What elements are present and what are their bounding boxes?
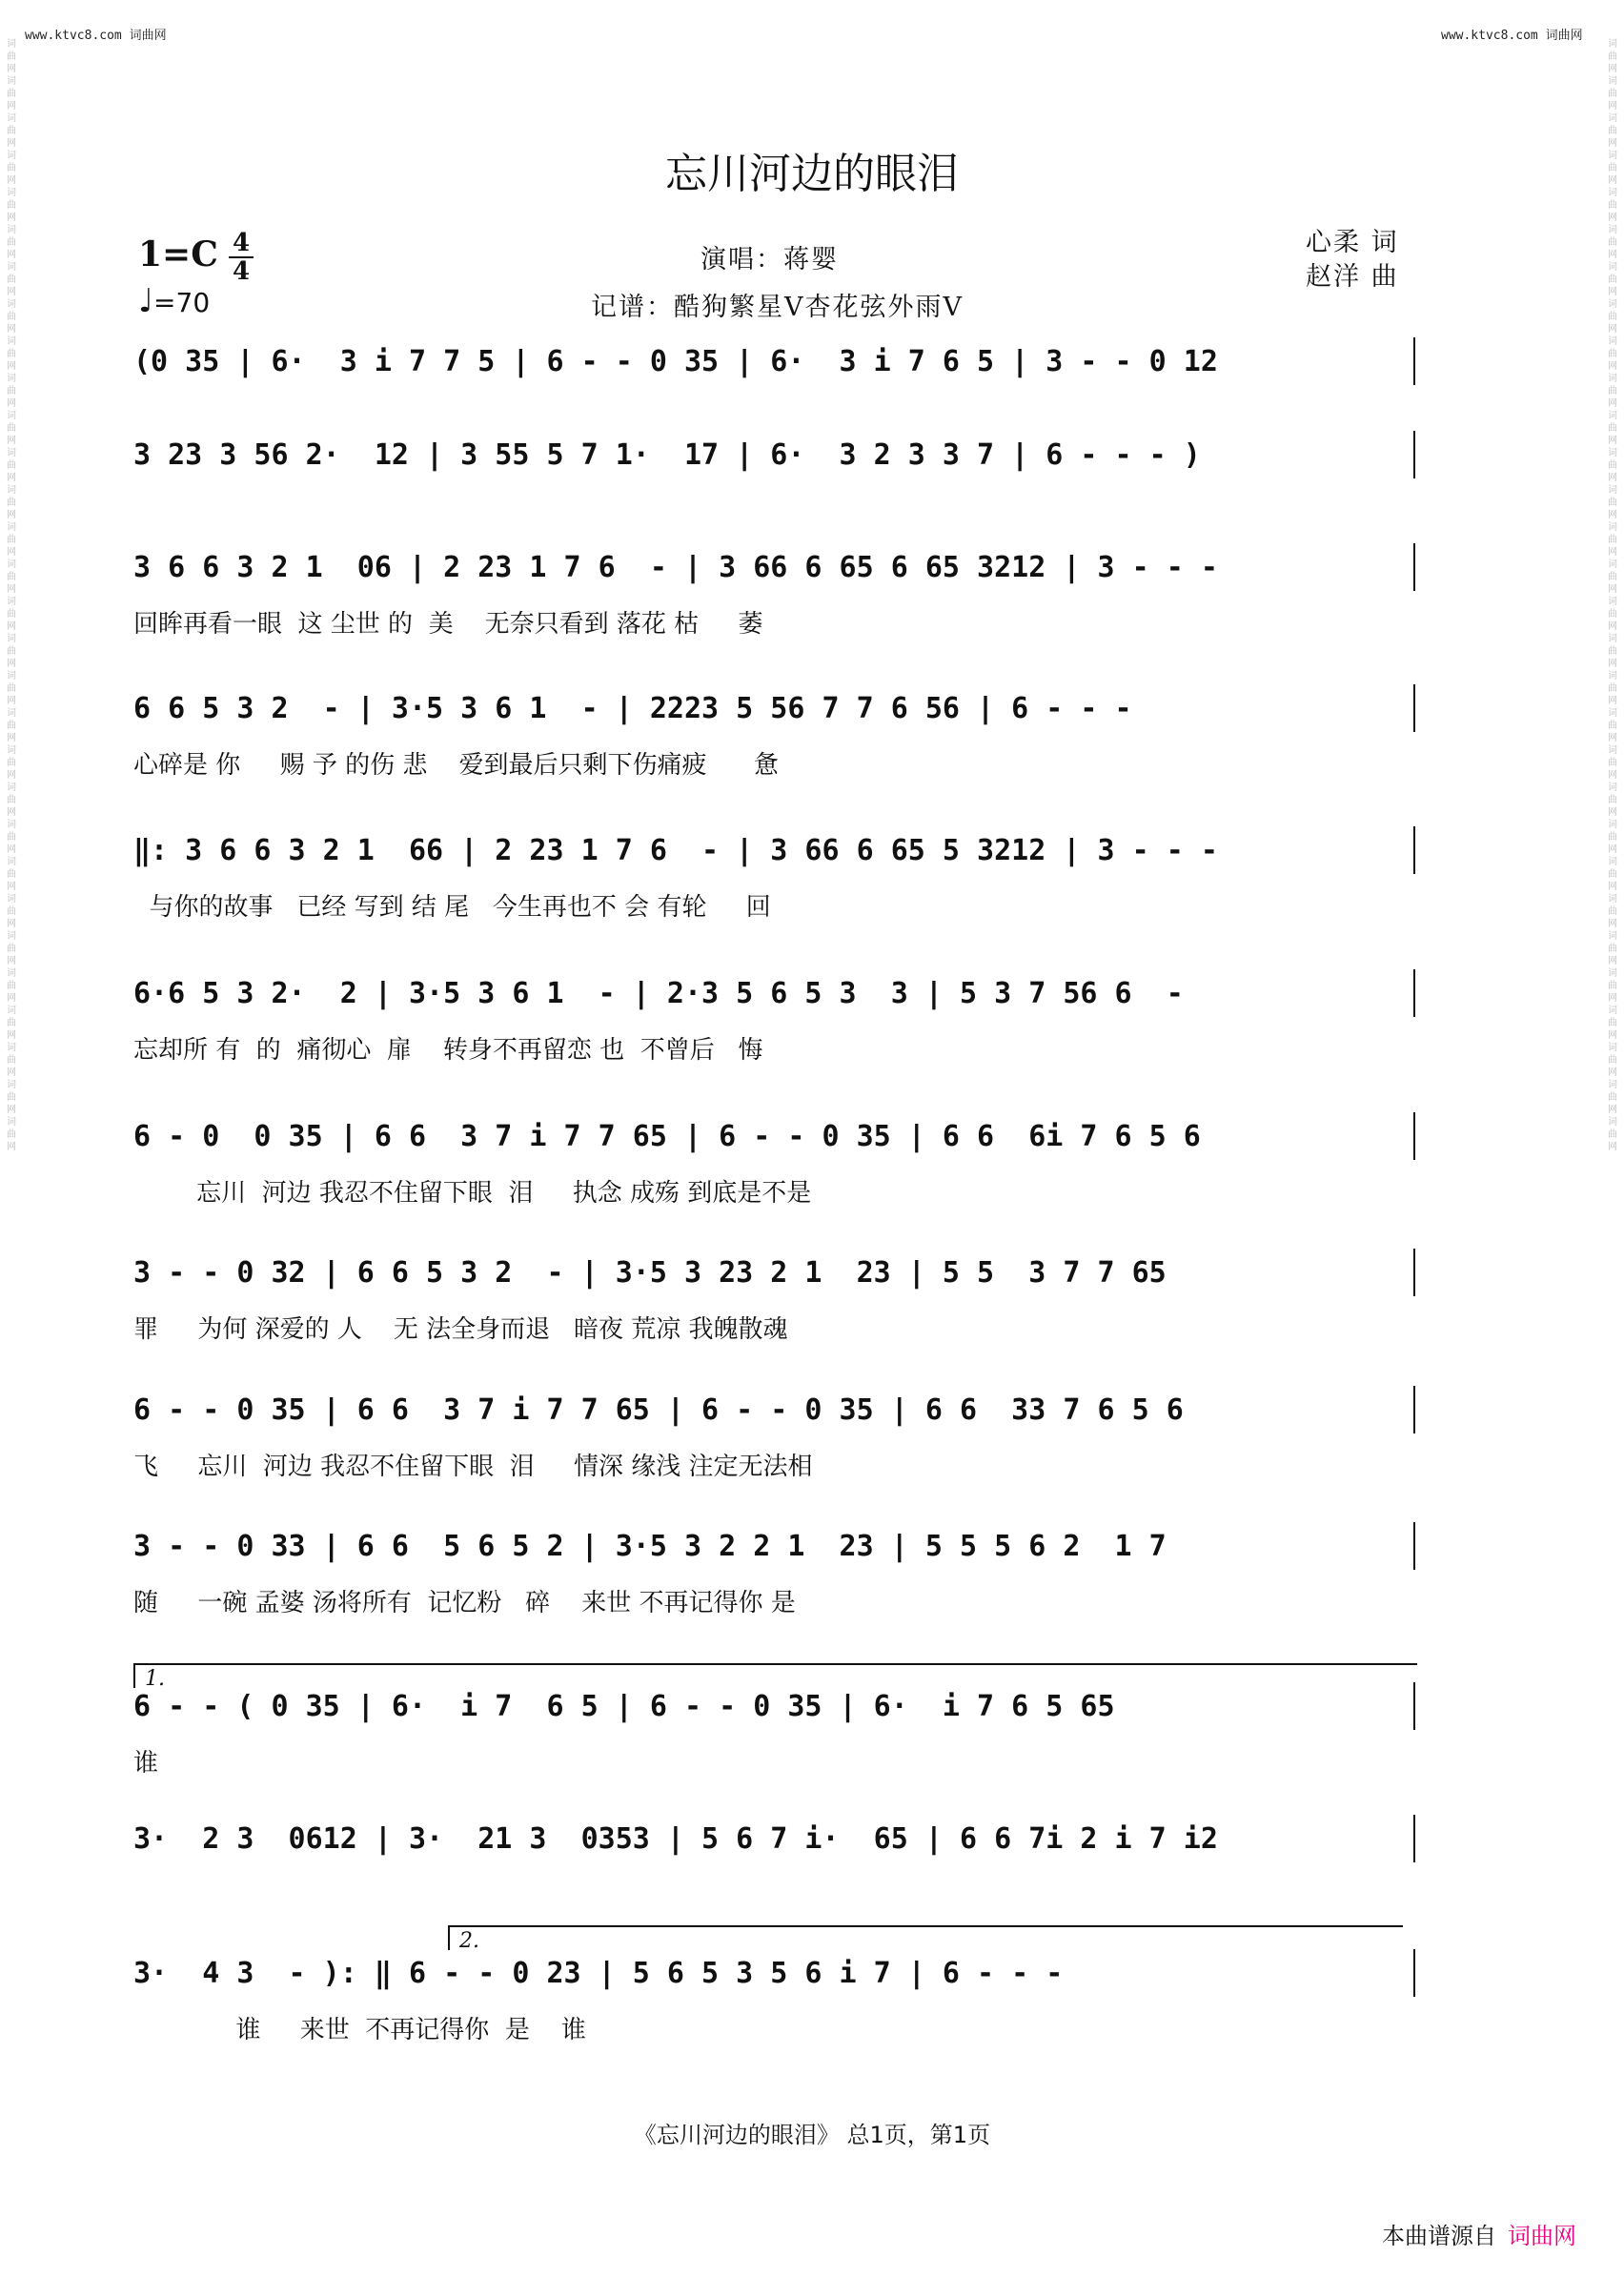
notation-line: 3· 2 3 0612 | 3· 21 3 0353 | 5 6 7 i· 65 | 6 6 7i 2 i 7 i2	[133, 1822, 1218, 1856]
barline	[1413, 1249, 1415, 1296]
lyricist: 心柔 词	[1306, 228, 1399, 257]
notation-line: 6 6 5 3 2 - | 3·5 3 6 1 - | 2223 5 56 7 7 6 56 | 6 - - -	[133, 692, 1132, 725]
time-bottom: 4	[232, 257, 251, 286]
notation-line: 3 6 6 3 2 1 06 | 2 23 1 7 6 - | 3 66 6 65 6 65 3212 | 3 - - -	[133, 551, 1218, 584]
lyric-line: 飞 忘川 河边 我忍不住留下眼 泪 情深 缘浅 注定无法相	[133, 1453, 813, 1481]
volta-2	[448, 1925, 1403, 1953]
barline	[1413, 337, 1415, 385]
barline	[1413, 543, 1415, 591]
quarter-note-icon: ♩	[138, 282, 154, 320]
site-url-right: www.ktvc8.com 词曲网	[1441, 29, 1583, 43]
notation-line: 6 - - ( 0 35 | 6· i 7 6 5 | 6 - - 0 35 | 6· i 7 6 5 65	[133, 1690, 1115, 1723]
notation-line: 6 - - 0 35 | 6 6 3 7 i 7 7 65 | 6 - - 0 35 | 6 6 33 7 6 5 6	[133, 1393, 1184, 1427]
source-brand[interactable]: 词曲网	[1508, 2223, 1576, 2249]
tempo-mark	[138, 282, 210, 320]
transcriber: 记谱：酷狗繁星V杏花弦外雨V	[591, 293, 964, 322]
page-footer: 《忘川河边的眼泪》 总1页，第1页	[633, 2122, 991, 2148]
watermark-right: 词曲网词曲网词曲网词曲网词曲网词曲网词曲网词曲网词曲网词曲网词曲网词曲网词曲网词曲网词曲网词曲网词曲网词曲网词曲网词曲网词曲网词曲网词曲网词曲网词曲网词曲网词曲网词曲网词曲网词曲网	[1608, 39, 1617, 1152]
notation-line: 3 - - 0 32 | 6 6 5 3 2 - | 3·5 3 23 2 1 23 | 5 5 3 7 7 65	[133, 1256, 1167, 1290]
barline	[1413, 1386, 1415, 1433]
lyric-line: 心碎是 你 赐 予 的伤 悲 爱到最后只剩下伤痛疲 惫	[133, 751, 780, 780]
lyric-line: 谁 来世 不再记得你 是 谁	[133, 2016, 586, 2044]
lyric-line: 与你的故事 已经 写到 结 尾 今生再也不 会 有轮 回	[133, 893, 771, 922]
barline	[1413, 1949, 1415, 1997]
singer: 演唱：蒋婴	[700, 245, 839, 274]
barline	[1413, 1112, 1415, 1160]
tempo-value: =70	[153, 287, 211, 318]
time-signature	[229, 231, 254, 284]
notation-line: (0 35 | 6· 3 i 7 7 5 | 6 - - 0 35 | 6· 3 i 7 6 5 | 3 - - 0 12	[133, 345, 1218, 378]
barline	[1413, 826, 1415, 874]
barline	[1413, 684, 1415, 732]
lyric-line: 忘却所 有 的 痛彻心 扉 转身不再留恋 也 不曾后 悔	[133, 1036, 763, 1065]
lyric-line: 忘川 河边 我忍不住留下眼 泪 执念 成殇 到底是不是	[133, 1179, 812, 1208]
lyric-line: 回眸再看一眼 这 尘世 的 美 无奈只看到 落花 枯 萎	[133, 610, 763, 639]
lyric-line: 谁	[133, 1749, 159, 1778]
watermark-left: 词曲网词曲网词曲网词曲网词曲网词曲网词曲网词曲网词曲网词曲网词曲网词曲网词曲网词曲网词曲网词曲网词曲网词曲网词曲网词曲网词曲网词曲网词曲网词曲网词曲网词曲网词曲网词曲网词曲网词曲网	[7, 39, 16, 1152]
volta-1-label: 1.	[145, 1667, 165, 1691]
barline	[1413, 969, 1415, 1017]
volta-2-label: 2.	[459, 1929, 479, 1953]
barline	[1413, 431, 1415, 478]
barline	[1413, 1522, 1415, 1570]
source-credit	[1382, 2217, 1576, 2250]
notation-line: 3· 4 3 - ): ‖ 6 - - 0 23 | 5 6 5 3 5 6 i 7 | 6 - - -	[133, 1957, 1064, 1990]
notation-line: 6·6 5 3 2· 2 | 3·5 3 6 1 - | 2·3 5 6 5 3 3 | 5 3 7 56 6 -	[133, 977, 1184, 1010]
barline	[1413, 1682, 1415, 1730]
notation-line: 3 - - 0 33 | 6 6 5 6 5 2 | 3·5 3 2 2 1 23 | 5 5 5 6 2 1 7	[133, 1530, 1167, 1563]
notation-line: ‖: 3 6 6 3 2 1 66 | 2 23 1 7 6 - | 3 66 6 65 5 3212 | 3 - - -	[133, 834, 1218, 867]
barline	[1413, 1815, 1415, 1862]
volta-1	[133, 1663, 1417, 1691]
lyric-line: 随 一碗 孟婆 汤将所有 记忆粉 碎 来世 不再记得你 是	[133, 1589, 796, 1617]
time-top: 4	[232, 229, 251, 257]
site-url-left: www.ktvc8.com 词曲网	[25, 29, 167, 43]
key-signature: 1=C	[138, 234, 218, 274]
song-title: 忘川河边的眼泪	[665, 150, 959, 198]
notation-line: 6 - 0 0 35 | 6 6 3 7 i 7 7 65 | 6 - - 0 35 | 6 6 6i 7 6 5 6	[133, 1120, 1201, 1153]
composer: 赵洋 曲	[1306, 262, 1399, 292]
notation-line: 3 23 3 56 2· 12 | 3 55 5 7 1· 17 | 6· 3 2 3 3 7 | 6 - - - )	[133, 438, 1201, 472]
lyric-line: 罪 为何 深爱的 人 无 法全身而退 暗夜 荒凉 我魄散魂	[133, 1315, 788, 1344]
source-label: 本曲谱源自	[1382, 2223, 1496, 2249]
